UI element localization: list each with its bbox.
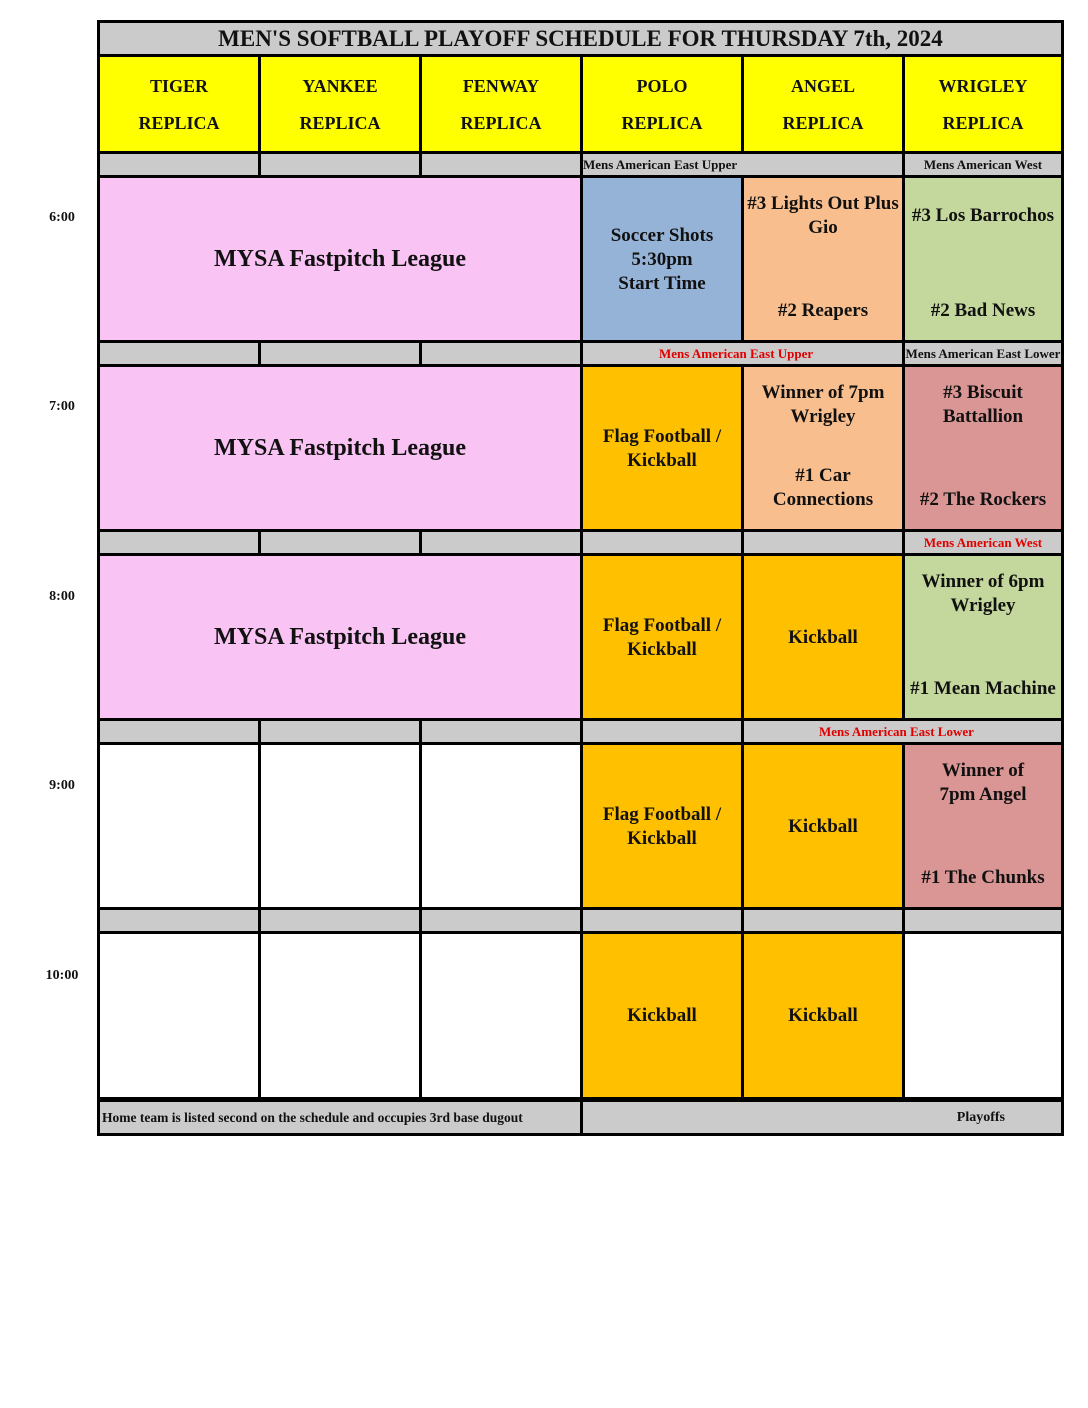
game-label: Mens American West (923, 535, 1043, 550)
field-sub: REPLICA (621, 112, 703, 133)
separator (258, 718, 422, 745)
angel-cell (741, 364, 905, 533)
schedule-title (97, 20, 1064, 57)
time-8: 8:00 (49, 589, 75, 604)
field-name: YANKEE (302, 75, 378, 96)
cell-text: Kickball (627, 1004, 697, 1026)
field-name: FENWAY (462, 75, 540, 96)
field-header-yankee (258, 54, 422, 154)
empty-cell (902, 931, 1064, 1100)
separator (741, 907, 905, 934)
footer-note-text: Home team is listed second on the schedule and occupies 3rd base dugout (102, 1109, 523, 1125)
cell-line: Start Time (618, 272, 706, 294)
away-team: Winner of 6pm Wrigley (921, 571, 1045, 616)
cell-line: Soccer Shots (610, 224, 714, 246)
game-label: Mens American East Lower (905, 346, 1061, 361)
home-team: #1 Mean Machine (910, 678, 1056, 699)
separator (258, 529, 422, 556)
angel-cell (741, 175, 905, 344)
game-label: Mens American East Upper (659, 346, 814, 361)
separator (419, 907, 583, 934)
game-label: Mens American West (923, 157, 1043, 172)
separator (258, 340, 422, 367)
cell-text: Kickball (788, 1004, 858, 1026)
empty-cell (258, 931, 422, 1100)
footer-playoffs-text: Playoffs (956, 1109, 1005, 1125)
polo-cell (580, 364, 744, 533)
separator (419, 340, 583, 367)
separator (97, 718, 261, 745)
separator-polo-angel (580, 151, 905, 178)
time-9: 9:00 (49, 778, 75, 793)
time-7: 7:00 (49, 399, 75, 414)
separator (419, 529, 583, 556)
polo-cell (580, 175, 744, 344)
field-sub: REPLICA (299, 112, 381, 133)
separator (580, 529, 744, 556)
home-team: #1 The Chunks (921, 867, 1045, 888)
schedule-title-text: MEN'S SOFTBALL PLAYOFF SCHEDULE FOR THURSDAY 7th, 2024 (218, 25, 943, 51)
field-name: ANGEL (790, 75, 855, 96)
empty-cell (419, 742, 583, 911)
separator (97, 151, 261, 178)
field-header-angel (741, 54, 905, 154)
separator (97, 529, 261, 556)
angel-cell (741, 553, 905, 722)
separator-wrigley (902, 151, 1064, 178)
empty-cell (97, 742, 261, 911)
field-name: TIGER (149, 75, 209, 96)
polo-cell (580, 931, 744, 1100)
wrigley-cell (902, 553, 1064, 722)
angel-cell (741, 742, 905, 911)
away-team: #3 Los Barrochos (911, 205, 1055, 226)
cell-text: Flag Football / Kickball (602, 425, 722, 471)
away-team: #3 Biscuit Battallion (942, 382, 1024, 427)
field-sub: REPLICA (782, 112, 864, 133)
wrigley-cell (902, 175, 1064, 344)
separator (902, 907, 1064, 934)
separator (97, 907, 261, 934)
time-6: 6:00 (49, 210, 75, 225)
time-10: 10:00 (45, 968, 79, 983)
field-sub: REPLICA (942, 112, 1024, 133)
separator (741, 529, 905, 556)
wrigley-cell (902, 364, 1064, 533)
cell-text: Flag Football / Kickball (602, 614, 722, 660)
home-team: #1 Car Connections (772, 465, 874, 510)
field-name: POLO (636, 75, 688, 96)
cell-text: Kickball (788, 626, 858, 648)
separator (580, 718, 744, 745)
separator-wrigley (902, 529, 1064, 556)
separator (258, 151, 422, 178)
wrigley-cell (902, 742, 1064, 911)
mysa-block (97, 553, 583, 722)
field-sub: REPLICA (138, 112, 220, 133)
field-name: WRIGLEY (938, 75, 1028, 96)
angel-cell (741, 931, 905, 1100)
field-header-tiger (97, 54, 261, 154)
mysa-block (97, 364, 583, 533)
separator (258, 907, 422, 934)
cell-line: 5:30pm (631, 248, 693, 270)
away-team: Winner of 7pm Angel (939, 760, 1027, 805)
game-label: Mens American East Upper (583, 157, 738, 172)
separator (419, 718, 583, 745)
home-team: #2 The Rockers (919, 489, 1047, 510)
empty-cell (97, 931, 261, 1100)
home-team: #2 Reapers (777, 300, 869, 321)
separator (419, 151, 583, 178)
mysa-label: MYSA Fastpitch League (214, 624, 466, 650)
away-team: Winner of 7pm Wrigley (761, 382, 885, 427)
mysa-block (97, 175, 583, 344)
polo-cell (580, 553, 744, 722)
field-header-polo (580, 54, 744, 154)
field-header-wrigley (902, 54, 1064, 154)
away-team: #3 Lights Out Plus Gio (747, 193, 899, 238)
game-label: Mens American East Lower (819, 724, 974, 739)
separator-wrigley (902, 340, 1064, 367)
field-header-fenway (419, 54, 583, 154)
separator-angel-wrigley (741, 718, 1064, 745)
mysa-label: MYSA Fastpitch League (214, 246, 466, 272)
separator (97, 340, 261, 367)
polo-cell (580, 742, 744, 911)
separator-polo-angel (580, 340, 905, 367)
footer-playoffs (580, 1099, 1064, 1136)
cell-text: Flag Football / Kickball (602, 803, 722, 849)
home-team: #2 Bad News (930, 300, 1036, 321)
footer-note (97, 1099, 583, 1136)
field-sub: REPLICA (460, 112, 542, 133)
mysa-label: MYSA Fastpitch League (214, 435, 466, 461)
cell-text: Kickball (788, 815, 858, 837)
empty-cell (258, 742, 422, 911)
empty-cell (419, 931, 583, 1100)
separator (580, 907, 744, 934)
